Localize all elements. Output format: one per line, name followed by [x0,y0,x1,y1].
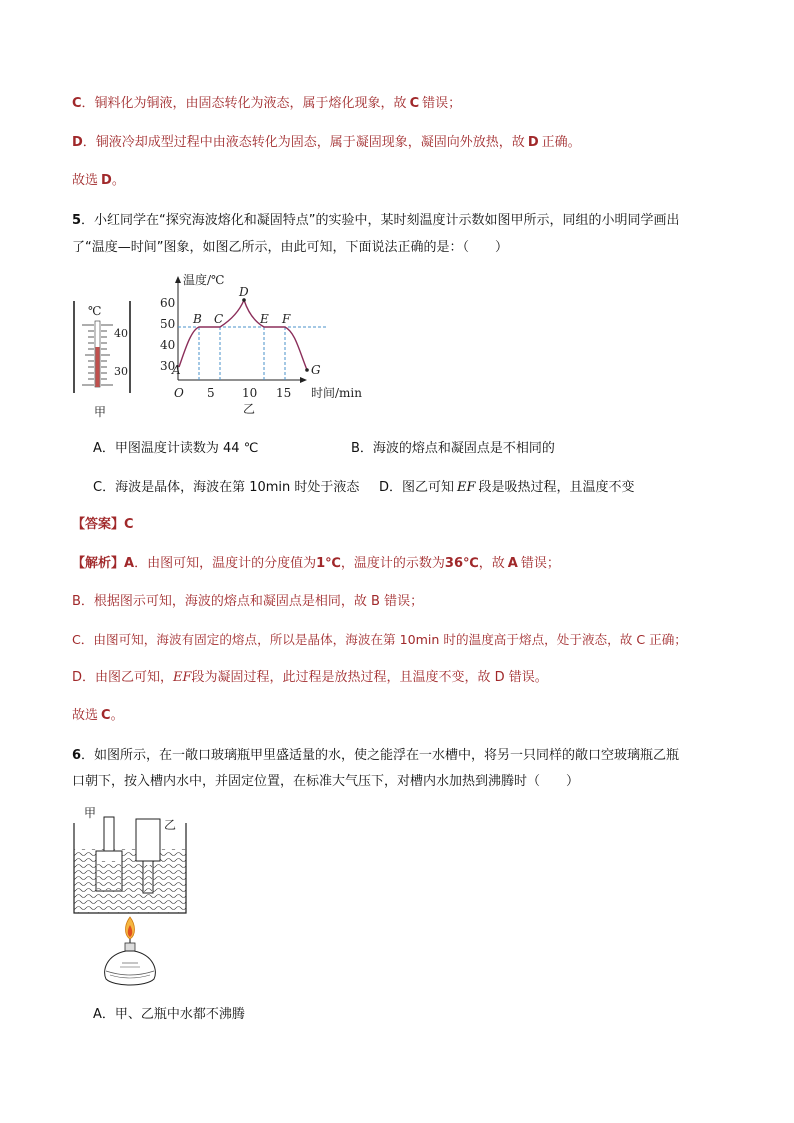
q5-stem-1: ．小红同学在“探究海波熔化和凝固特点”的实验中，某时刻温度计示数如图甲所示，同组的小明同学画出 [81,213,680,228]
q6-stem-2: 口朝下，按入槽内水中，并固定位置，在标准大气压下，对槽内水加热到沸腾时（ ） [72,774,580,789]
q5-analysis-d-ef: EF [173,670,192,685]
q5-analysis-a-3: ，故 [478,556,505,571]
graph-xtick-o: O [174,386,184,400]
q5-number: 5 [72,213,82,228]
graph-point-g [305,368,309,372]
prev-choose [72,172,125,190]
prev-d-key: D [527,135,539,150]
graph-ylabel: 温度/℃ [183,273,225,287]
graph-ytick-40: 40 [160,338,176,352]
prev-c-letter: C [72,96,82,111]
thermo-tick-30: 30 [114,365,128,378]
q5-choose-tail: 。 [110,708,124,723]
q5-analysis-d-pre: D．由图乙可知， [72,670,174,685]
q6-stem-line1 [72,747,679,765]
q6-number: 6 [72,748,82,763]
q5-choose [72,707,124,725]
q5-analysis-a [72,555,560,573]
graph-ytick-50: 50 [160,317,176,331]
graph-ytick-60: 60 [160,296,176,310]
q5-option-d [379,479,635,497]
q5-analysis-a-div: 1℃ [316,556,341,571]
graph-ytick-30: 30 [160,359,176,373]
q5-answer [72,516,134,534]
q5-analysis-a-val: 36℃ [444,556,479,571]
prev-option-c [72,95,461,113]
q5-stem-line2 [72,239,508,257]
prev-c-text: ．铜料化为铜液，由固态转化为液态，属于熔化现象，故 [81,96,407,111]
q5-analysis-d [72,669,548,687]
graph-xtick-5: 5 [207,386,215,400]
fig-label-yi: 乙 [164,818,177,832]
q6-option-a: A．甲、乙瓶中水都不沸腾 [93,1007,245,1022]
q5-option-d-ef: EF [457,480,476,495]
graph-xtick-10: 10 [242,386,258,400]
thermo-caption: 甲 [94,405,107,419]
q5-answer-value: C [124,517,134,532]
prev-choose-tail: 。 [111,173,125,188]
prev-d-tail: 正确。 [541,135,581,150]
graph-point-e-label: E [260,312,269,326]
graph-caption: 乙 [243,402,256,416]
q5-analysis-b: B．根据图示可知，海波的熔点和凝固点是相同，故 B 错误； [72,594,424,609]
q5-analysis-a-key: A [124,556,135,571]
q5-analysis-c: C．由图可知，海波有固定的熔点，所以是晶体，海波在第 10min 时的温度高于熔点，处于液态，故 C 正确； [72,632,687,647]
boiling-apparatus-figure [66,803,196,1003]
prev-c-key: C [409,96,420,111]
q6-stem-1: ．如图所示，在一敞口玻璃瓶甲里盛适量的水，使之能浮在一水槽中，将另一只同样的敞口空玻璃瓶乙瓶 [81,748,680,763]
prev-choose-key: D [101,173,112,188]
q5-analysis-d-post: 段为凝固过程，此过程是放热过程，且温度不变，故 D 错误。 [191,670,548,685]
q5-stem-line1 [72,212,680,230]
q5-option-d-post: 段是吸热过程，且温度不变 [478,480,635,495]
prev-c-tail: 错误； [422,96,462,111]
prev-option-d [72,134,581,152]
q5-option-b: B．海波的熔点和凝固点是不相同的 [351,441,555,456]
graph-point-d-label: D [239,285,249,299]
prev-d-letter: D [72,135,83,150]
q5-analysis-a-2: ，温度计的示数为 [340,556,445,571]
thermo-tick-40: 40 [114,327,128,340]
fig-label-jia: 甲 [84,806,97,820]
graph-xlabel: 时间/min [311,386,362,400]
q5-choose-text: 故选 [72,708,99,723]
q5-answer-label: 【答案】 [72,517,125,532]
prev-d-text: ．铜液冷却成型过程中由液态转化为固态，属于凝固现象，凝固向外放热，故 [82,135,525,150]
thermometer-figure [70,295,140,420]
temperature-time-graph [155,270,375,420]
q5-analysis-label: 【解析】 [72,556,125,571]
graph-point-b-label: B [193,312,202,326]
q5-analysis-a-5: 错误； [520,556,560,571]
graph-point-f-label: F [282,312,291,326]
prev-choose-text: 故选 [72,173,99,188]
q5-analysis-a-4: A [507,556,518,571]
q5-option-c: C．海波是晶体，海波在第 10min 时处于液态 [93,480,360,495]
q5-choose-key: C [101,708,111,723]
thermo-unit: ℃ [88,304,102,318]
graph-point-c-label: C [214,312,224,326]
q5-stem-2: 了“温度—时间”图象，如图乙所示，由此可知，下面说法正确的是：（ ） [72,240,508,255]
graph-point-g-label: G [311,363,321,377]
q6-stem-line2 [72,773,579,791]
graph-curve [179,300,307,370]
graph-point-a: A [172,363,181,377]
q5-option-a: A．甲图温度计读数为 44 ℃ [93,441,259,456]
q5-analysis-a-1: ．由图可知，温度计的分度值为 [134,556,317,571]
q5-option-d-pre: D．图乙可知 [379,480,455,495]
graph-xtick-15: 15 [276,386,292,400]
